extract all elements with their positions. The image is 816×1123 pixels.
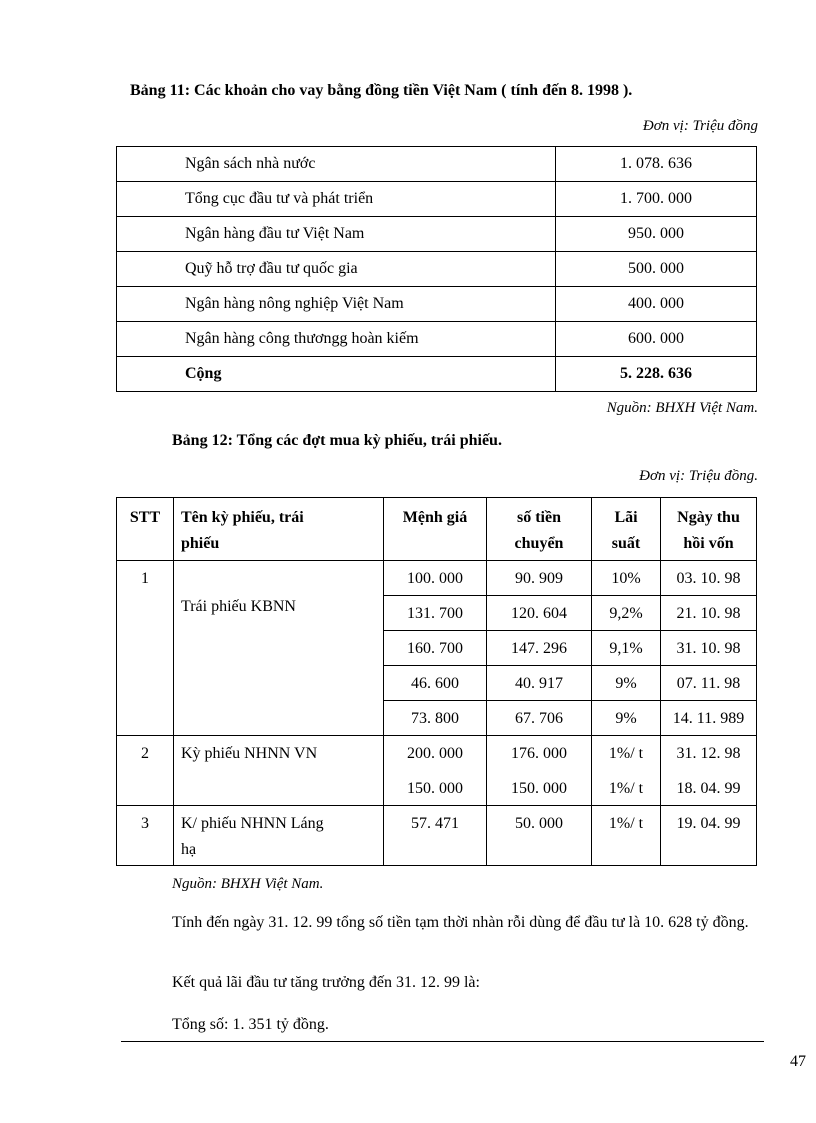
header-rate-line2: suất bbox=[611, 535, 641, 552]
loan-value: 600. 000 bbox=[556, 322, 757, 357]
table12-source: Nguồn: BHXH Việt Nam. bbox=[172, 876, 324, 892]
header-face-value: Mệnh giá bbox=[384, 498, 487, 561]
loan-value: 950. 000 bbox=[556, 217, 757, 252]
paragraph-interest-result: Kết quả lãi đầu tư tăng trưởng đến 31. 12. 99 là: bbox=[172, 974, 480, 991]
lender-name: Ngân hàng đầu tư Việt Nam bbox=[117, 217, 556, 252]
face-value: 57. 471 bbox=[384, 806, 487, 866]
table11-unit: Đơn vị: Triệu đồng bbox=[642, 118, 758, 134]
header-name bbox=[174, 498, 384, 561]
lender-name: Ngân hàng công thươngg hoàn kiếm bbox=[117, 322, 556, 357]
header-stt: STT bbox=[117, 498, 174, 561]
header-amount bbox=[487, 498, 592, 561]
table-row bbox=[117, 182, 757, 217]
loan-value: 1. 078. 636 bbox=[556, 147, 757, 182]
face-value: 46. 600 bbox=[384, 666, 487, 701]
table-row bbox=[117, 217, 757, 252]
maturity-date: 03. 10. 98 bbox=[661, 561, 757, 596]
rate: 1%/ t bbox=[592, 771, 661, 806]
amount: 150. 000 bbox=[487, 771, 592, 806]
table-row bbox=[117, 147, 757, 182]
header-name-line1: Tên kỳ phiếu, trái bbox=[181, 509, 304, 526]
lender-name: Ngân hàng nông nghiệp Việt Nam bbox=[117, 287, 556, 322]
face-value: 150. 000 bbox=[384, 771, 487, 806]
page-number: 47 bbox=[790, 1053, 806, 1070]
table12-title: Bảng 12: Tổng các đợt mua kỳ phiếu, trái phiếu. bbox=[172, 432, 502, 449]
table11-source: Nguồn: BHXH Việt Nam. bbox=[606, 400, 758, 416]
face-value: 100. 000 bbox=[384, 561, 487, 596]
header-date bbox=[661, 498, 757, 561]
footer-divider bbox=[121, 1041, 764, 1042]
bonds-table bbox=[116, 497, 757, 866]
header-date-line1: Ngày thu bbox=[677, 509, 740, 526]
lender-name: Tổng cục đầu tư và phát triển bbox=[117, 182, 556, 217]
face-value: 160. 700 bbox=[384, 631, 487, 666]
face-value: 131. 700 bbox=[384, 596, 487, 631]
header-rate-line1: Lãi bbox=[614, 509, 638, 526]
loan-value: 500. 000 bbox=[556, 252, 757, 287]
bond-name-line2: hạ bbox=[181, 841, 197, 858]
total-row bbox=[117, 357, 757, 392]
loans-table bbox=[116, 146, 757, 392]
total-value: 5. 228. 636 bbox=[556, 357, 757, 392]
amount: 176. 000 bbox=[487, 736, 592, 771]
face-value: 200. 000 bbox=[384, 736, 487, 771]
table-row bbox=[117, 736, 757, 771]
table-row bbox=[117, 252, 757, 287]
maturity-date: 18. 04. 99 bbox=[661, 771, 757, 806]
rate: 1%/ t bbox=[592, 736, 661, 771]
maturity-date: 21. 10. 98 bbox=[661, 596, 757, 631]
paragraph-total-investment: Tính đến ngày 31. 12. 99 tổng số tiền tạm thời nhàn rỗi dùng để đầu tư là 10. 628 tỷ đồng. bbox=[172, 914, 749, 931]
table11-title: Bảng 11: Các khoản cho vay bằng đồng tiền Việt Nam ( tính đến 8. 1998 ). bbox=[130, 82, 633, 99]
table-row bbox=[117, 561, 757, 596]
paragraph-total: Tổng số: 1. 351 tỷ đồng. bbox=[172, 1016, 329, 1033]
bond-name-line1: K/ phiếu NHNN Láng bbox=[181, 815, 324, 832]
header-amount-line1: số tiền bbox=[517, 509, 561, 526]
rate: 9,2% bbox=[592, 596, 661, 631]
maturity-date: 07. 11. 98 bbox=[661, 666, 757, 701]
table-row bbox=[117, 806, 757, 866]
header-row bbox=[117, 498, 757, 561]
stt-cell: 1 bbox=[117, 561, 174, 736]
loan-value: 1. 700. 000 bbox=[556, 182, 757, 217]
header-rate bbox=[592, 498, 661, 561]
table-row bbox=[117, 322, 757, 357]
rate: 9% bbox=[592, 666, 661, 701]
amount: 90. 909 bbox=[487, 561, 592, 596]
amount: 120. 604 bbox=[487, 596, 592, 631]
table12-unit: Đơn vị: Triệu đồng. bbox=[639, 468, 758, 484]
total-label: Cộng bbox=[117, 357, 556, 392]
rate: 9% bbox=[592, 701, 661, 736]
rate: 1%/ t bbox=[592, 806, 661, 866]
maturity-date: 31. 10. 98 bbox=[661, 631, 757, 666]
maturity-date: 19. 04. 99 bbox=[661, 806, 757, 866]
amount: 40. 917 bbox=[487, 666, 592, 701]
header-amount-line2: chuyển bbox=[514, 535, 564, 552]
header-date-line2: hồi vốn bbox=[683, 535, 734, 552]
loan-value: 400. 000 bbox=[556, 287, 757, 322]
lender-name: Ngân sách nhà nước bbox=[117, 147, 556, 182]
stt-cell: 2 bbox=[117, 736, 174, 806]
rate: 10% bbox=[592, 561, 661, 596]
header-name-line2: phiếu bbox=[181, 535, 220, 552]
face-value: 73. 800 bbox=[384, 701, 487, 736]
stt-cell: 3 bbox=[117, 806, 174, 866]
maturity-date: 31. 12. 98 bbox=[661, 736, 757, 771]
lender-name: Quỹ hỗ trợ đầu tư quốc gia bbox=[117, 252, 556, 287]
bond-name: Kỳ phiếu NHNN VN bbox=[174, 736, 384, 806]
bond-name bbox=[174, 806, 384, 866]
maturity-date: 14. 11. 989 bbox=[661, 701, 757, 736]
amount: 50. 000 bbox=[487, 806, 592, 866]
table-row bbox=[117, 287, 757, 322]
amount: 147. 296 bbox=[487, 631, 592, 666]
bond-name: Trái phiếu KBNN bbox=[174, 561, 384, 736]
rate: 9,1% bbox=[592, 631, 661, 666]
amount: 67. 706 bbox=[487, 701, 592, 736]
